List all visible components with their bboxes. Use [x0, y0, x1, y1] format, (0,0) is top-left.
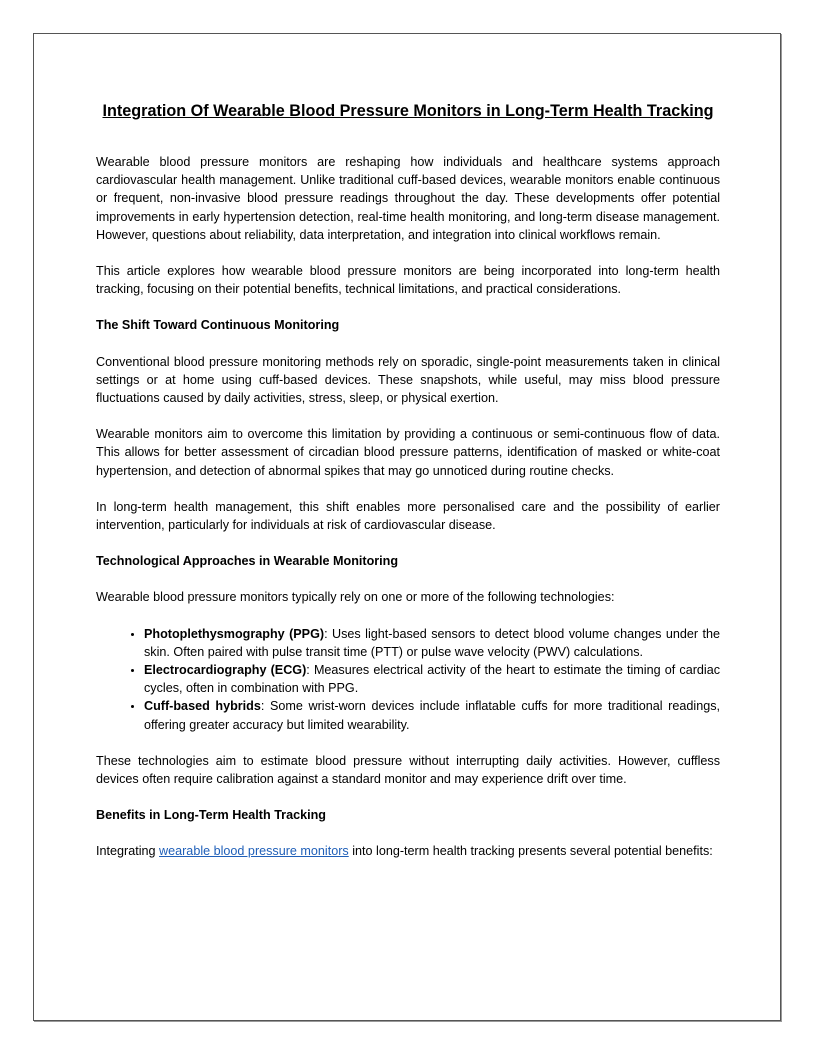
technology-list — [96, 625, 720, 734]
list-item-desc: : Some wrist-worn devices include inflatable cuffs for more traditional readings, offering greater accuracy but limited wearability. — [144, 699, 720, 732]
wearable-monitors-link[interactable]: wearable blood pressure monitors — [159, 844, 349, 859]
benefits-paragraph — [96, 842, 720, 860]
document-body — [96, 99, 720, 861]
continuous-paragraph-1: Conventional blood pressure monitoring methods rely on sporadic, single-point measurements taken in clinical settings or at home using cuff-based devices. These snapshots, while useful, may miss blood pressure fluctuations caused by daily activities, stress, sleep, or physical exertion. — [96, 354, 720, 406]
list-item — [144, 625, 720, 661]
list-item-term: Electrocardiography (ECG) — [144, 663, 307, 678]
list-item-term: Photoplethysmography (PPG) — [144, 626, 325, 641]
benefits-text-before: Integrating — [96, 844, 160, 859]
continuous-paragraph-3: In long-term health management, this shift enables more personalised care and the possibility of earlier intervention, particularly for individuals at risk of cardiovascular disease. — [96, 499, 720, 533]
continuous-paragraph-2: Wearable monitors aim to overcome this limitation by providing a continuous or semi-continuous flow of data. This allows for better assessment of circadian blood pressure patterns, identification of masked or white-coat hypertension, and detection of abnormal spikes that may go unnoticed during routine checks. — [96, 427, 720, 478]
intro-paragraph-2: This article explores how wearable blood pressure monitors are being incorporated into long-term health tracking, focusing on their potential benefits, technical limitations, and practical considerations. — [96, 264, 720, 297]
list-item-term: Cuff-based hybrids — [144, 699, 261, 714]
list-item-desc: : Measures electrical activity of the heart to estimate the timing of cardiac cycles, often in combination with PPG. — [144, 663, 720, 696]
section-heading-benefits: Benefits in Long-Term Health Tracking — [96, 808, 326, 823]
section-heading-technological-approaches: Technological Approaches in Wearable Monitoring — [96, 554, 399, 569]
section-heading-continuous-monitoring: The Shift Toward Continuous Monitoring — [96, 318, 340, 333]
technologies-intro: Wearable blood pressure monitors typically rely on one or more of the following technologies: — [96, 590, 615, 605]
list-item-desc: : Uses light-based sensors to detect blood volume changes under the skin. Often paired with pulse transit time (PTT) or pulse wave velocity (PWV) calculations. — [144, 626, 720, 659]
benefits-text-after: into long-term health tracking presents several potential benefits: — [348, 844, 713, 859]
list-item — [144, 697, 720, 733]
intro-paragraph-1: Wearable blood pressure monitors are reshaping how individuals and healthcare systems approach cardiovascular health management. Unlike traditional cuff-based devices, wearable monitors enable continuous or frequent, non-invasive blood pressure readings throughout the day. These developments offer potential improvements in early hypertension detection, real-time health monitoring, and long-term disease management. However, questions about reliability, data interpretation, and integration into clinical workflows remain. — [96, 155, 720, 242]
document-title: Integration Of Wearable Blood Pressure Monitors in Long-Term Health Tracking — [102, 102, 714, 120]
list-item — [144, 661, 720, 697]
technologies-outro: These technologies aim to estimate blood pressure without interrupting daily activities. However, cuffless devices often require calibration against a standard monitor and may experience drift over time. — [96, 753, 720, 787]
